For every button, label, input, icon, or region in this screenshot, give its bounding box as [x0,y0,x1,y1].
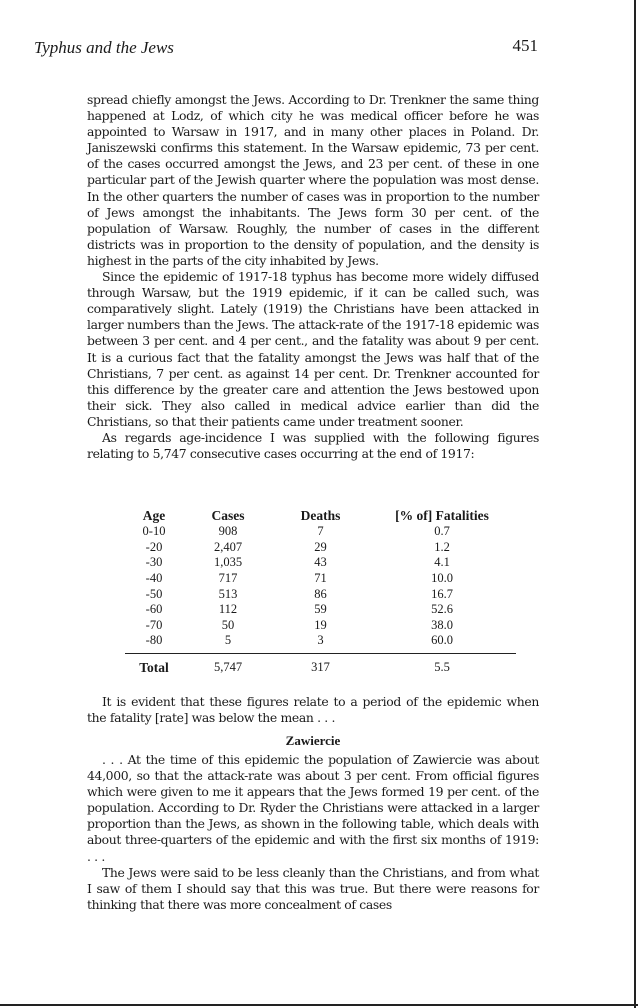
paragraph-2: Since the epidemic of 1917-18 typhus has become more widely diffused through Warsaw, but the 1919 epidemic, if it can be called such, was comparatively slight. Lately (1919) the Christians have been attacked in larger numbers than the Jews. The attack-rate of the 1917-18 epidemic was between 3 per cent. and 4 per cent., and the fatality was about 9 per cent. It is a curious fact that the fatality amongst the Jews was half that of the Christians, 7 per cent. as against 14 per cent. Dr. Trenkner accounted for this difference by the greater care and attention the Jews bestowed upon their sick. They also called in medical advice earlier than did the Christians, so that their patients came under treatment sooner. [87,269,539,429]
text-block-upper [87,92,539,462]
cell-age: -40 [145,571,163,586]
cell-cases: 908 [218,524,238,539]
cell-fatalities: 1.2 [434,539,450,554]
cell-age: 0-10 [142,524,166,539]
paragraph-4: It is evident that these figures relate to a period of the epidemic when the fatality [rate] was below the mean . . . [87,694,539,726]
table-total-row [125,653,516,677]
cell-cases: 513 [218,586,238,601]
column-header-cases: Cases [211,507,245,523]
page-edge-bottom [0,1004,638,1006]
paragraph-6: The Jews were said to be less cleanly than the Christians, and from what I saw of them I should say that this was true. But there were reasons for thinking that there was more concealment of cases [87,864,539,912]
table-row [125,524,516,540]
table-row [125,540,516,556]
table-row [125,618,516,634]
cell-age: -60 [145,602,163,617]
cell-cases: 112 [218,602,238,617]
cell-cases: 2,407 [213,539,243,554]
cell-deaths: 86 [314,586,327,601]
table-header-row [125,507,516,524]
page-number: 451 [512,36,538,55]
table-row [125,555,516,571]
cell-cases: 1,035 [213,555,243,570]
cell-total-fatalities: 5.5 [368,653,516,677]
cell-age: -80 [145,633,163,648]
section-heading: Zawiercie [285,733,341,748]
cell-deaths: 71 [314,571,327,586]
cell-age: -30 [145,555,163,570]
cell-fatalities: 60.0 [431,633,453,648]
cell-fatalities: 38.0 [431,617,453,632]
table-row [125,571,516,587]
cell-fatalities: 4.1 [434,555,450,570]
paragraph-5: . . . At the time of this epidemic the population of Zawiercie was about 44,000, so that the attack-rate was about 3 per cent. From official figures which were given to me it appears that the Jews formed 19 per cent. of the population. According to Dr. Ryder the Christians were attacked in a larger proportion than the Jews, as shown in the following table, which deals with about three-quarters of the epidemic and with the first six months of 1919: . . . [87,752,539,864]
cell-deaths: 29 [314,539,327,554]
page-edge-right [634,0,636,1008]
cell-deaths: 43 [314,555,327,570]
cell-cases: 5 [224,633,232,648]
cell-deaths: 19 [314,617,327,632]
paragraph-1: spread chiefly amongst the Jews. According to Dr. Trenkner the same thing happened at Lodz, of which city he was medical officer before he was appointed to Warsaw in 1917, and in many other places in Poland. Dr. Janiszewski confirms this statement. In the Warsaw epidemic, 73 per cent. of the cases occurred amongst the Jews, and 23 per cent. of these in one particular part of the Jewish quarter where the population was most dense. In the other quarters the number of cases was in proportion to the number of Jews amongst the inhabitants. The Jews form 30 per cent. of the population of Warsaw. Roughly, the number of cases in the different districts was in proportion to the density of population, and the density is highest in the parts of the city inhabited by Jews. [87,92,539,268]
cell-fatalities: 0.7 [434,524,450,539]
cell-deaths: 59 [314,602,327,617]
cell-cases: 717 [218,571,238,586]
table-row [125,602,516,618]
text-block-lower [87,752,539,913]
cell-deaths: 3 [317,633,324,648]
cell-fatalities: 52.6 [431,602,453,617]
text-block-middle [87,694,539,726]
cell-age: -70 [145,617,163,632]
cell-cases: 50 [221,617,235,632]
cell-total-deaths: 317 [273,653,368,677]
column-header-deaths: Deaths [300,507,341,523]
table-row [125,586,516,602]
column-header-fatalities: [% of] Fatalities [395,507,489,523]
table-row [125,633,516,649]
running-title: Typhus and the Jews [34,38,174,57]
paragraph-3: As regards age-incidence I was supplied with the following figures relating to 5,747 consecutive cases occurring at the end of 1917: [87,429,539,462]
cell-age: -20 [145,539,163,554]
cell-age: -50 [145,586,163,601]
cell-fatalities: 16.7 [431,586,453,601]
age-incidence-table [125,507,516,677]
cell-total-label: Total [125,653,183,677]
cell-total-cases: 5,747 [183,653,273,677]
cell-fatalities: 10.0 [431,571,453,586]
column-header-age: Age [142,507,166,523]
cell-deaths: 7 [317,524,324,539]
